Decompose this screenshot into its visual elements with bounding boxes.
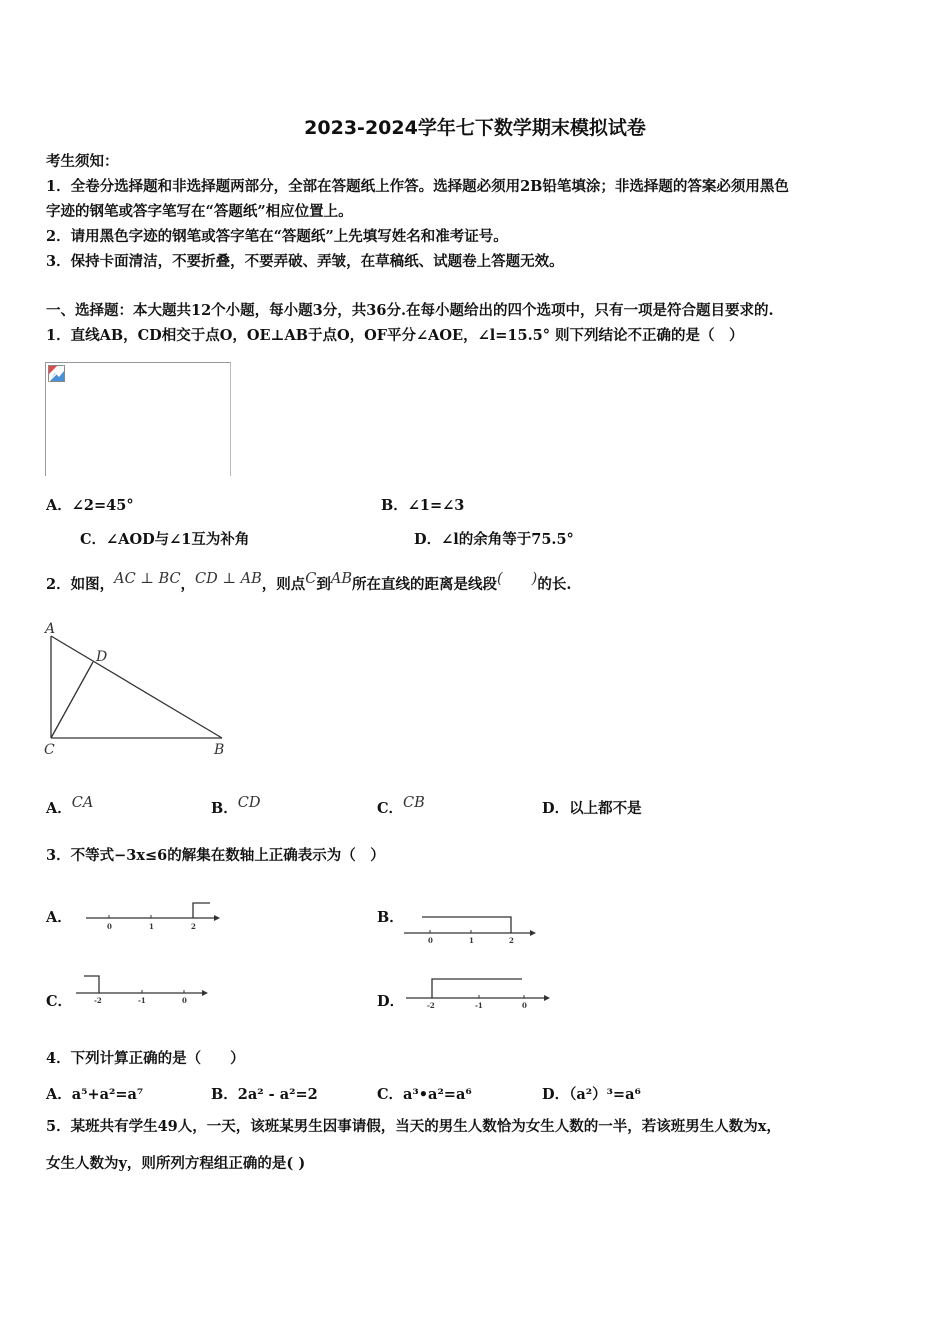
q2-formula-ab: AB xyxy=(330,571,352,587)
q4-option-d: D．（a²）³=a⁶ xyxy=(542,1086,641,1103)
q1-option-c: C．∠AOD与∠1互为补角 xyxy=(80,531,250,548)
notice-heading: 考生须知： xyxy=(46,153,119,170)
q4-option-c: C．a³•a²=a⁶ xyxy=(377,1086,472,1103)
q2-stem-text-1: 2．如图， xyxy=(46,576,115,593)
q2-stem-text-2: ，则点 xyxy=(261,576,306,593)
q3-option-b-label: B． xyxy=(377,909,404,926)
q5-stem-line-2: 女生人数为y，则所列方程组正确的是( ) xyxy=(46,1155,306,1172)
q2-option-b xyxy=(211,797,261,818)
q1-option-a: A．∠2=45° xyxy=(46,497,134,514)
q2-option-c-value: CB xyxy=(403,795,425,811)
tick-label: -1 xyxy=(475,1001,483,1010)
q2-stem-text-4: 所在直线的距离是线段 xyxy=(352,576,497,593)
tick-label: 0 xyxy=(428,936,433,945)
q3-option-c-label: C． xyxy=(46,993,73,1010)
q2-option-b-value: CD xyxy=(237,795,261,811)
vertex-label-a: A xyxy=(45,621,56,637)
q4-option-b: B．2a² - a²=2 xyxy=(211,1086,318,1103)
tick-label: 2 xyxy=(509,936,514,945)
page-title: 2023-2024学年七下数学期末模拟试卷 xyxy=(304,117,646,139)
tick-label: 0 xyxy=(522,1001,527,1010)
q2-option-a-label: A． xyxy=(46,800,72,817)
q1-option-d: D．∠l的余角等于75.5° xyxy=(414,531,574,548)
q2-option-a-value: CA xyxy=(71,795,94,811)
q2-option-c-label: C． xyxy=(377,800,404,817)
q5-stem-line-1: 5．某班共有学生49人，一天，该班某男生因事请假，当天的男生人数恰为女生人数的一半，若该班男生人数为x， xyxy=(46,1118,781,1135)
q3-number-line-b xyxy=(402,906,542,946)
tick-label: 1 xyxy=(469,936,474,945)
q2-triangle-figure xyxy=(40,618,240,763)
q3-option-d-label: D． xyxy=(377,993,405,1010)
tick-label: 2 xyxy=(191,922,196,931)
notice-item-2: 2．请用黑色字迹的钢笔或答字笔在“答题纸”上先填写姓名和准考证号。 xyxy=(46,228,508,245)
tick-label: 1 xyxy=(149,922,154,931)
q3-number-line-c xyxy=(72,968,212,1008)
tick-label: -1 xyxy=(138,996,146,1005)
q3-option-a-label: A． xyxy=(46,909,72,926)
broken-image-icon xyxy=(48,365,65,382)
vertex-label-b: B xyxy=(214,742,225,758)
q2-formula-blank: ( ) xyxy=(497,571,538,587)
notice-item-1-cont: 字迹的钢笔或答字笔写在“答题纸”相应位置上。 xyxy=(46,203,353,220)
q3-stem: 3．不等式−3x≤6的解集在数轴上正确表示为（ ） xyxy=(46,847,385,864)
q2-option-c xyxy=(377,797,425,818)
q2-formula-ac-perp-bc: AC ⊥ BC xyxy=(114,571,181,587)
segment-ab xyxy=(51,636,222,738)
q2-formula-c: C xyxy=(305,571,317,587)
q2-option-d: D．以上都不是 xyxy=(542,800,642,817)
vertex-label-c: C xyxy=(44,742,55,758)
q4-option-a: A．a⁵+a²=a⁷ xyxy=(46,1086,144,1103)
section-heading: 一、选择题：本大题共12个小题，每小题3分，共36分.在每小题给出的四个选项中，只有一项是符合题目要求的. xyxy=(46,302,774,319)
q2-option-a xyxy=(46,797,93,818)
tick-label: -2 xyxy=(427,1001,435,1010)
q1-stem: 1．直线AB，CD相交于点O，OE⊥AB于点O，OF平分∠AOE，∠l=15.5° 则下列结论不正确的是（ ） xyxy=(46,327,744,344)
q2-stem xyxy=(46,571,572,595)
notice-item-1: 1．全卷分选择题和非选择题两部分，全部在答题纸上作答。选择题必须用2B铅笔填涂；非选择题的答案必须用黑色 xyxy=(46,178,789,195)
tick-label: 0 xyxy=(107,922,112,931)
notice-item-3: 3．保持卡面清洁，不要折叠，不要弄破、弄皱，在草稿纸、试题卷上答题无效。 xyxy=(46,253,564,270)
q1-figure-broken-image xyxy=(45,362,231,476)
q2-stem-text-3: 到 xyxy=(316,576,331,593)
segment-cd xyxy=(51,662,93,738)
vertex-label-d: D xyxy=(96,649,108,665)
q2-stem-text-5: 的长. xyxy=(537,576,572,593)
tick-label: -2 xyxy=(94,996,102,1005)
tick-label: 0 xyxy=(182,996,187,1005)
q2-stem-comma: ， xyxy=(180,576,196,593)
q3-number-line-d xyxy=(404,970,560,1012)
q1-option-b: B．∠1=∠3 xyxy=(381,497,465,514)
q2-option-b-label: B． xyxy=(211,800,238,817)
q2-formula-cd-perp-ab: CD ⊥ AB xyxy=(195,571,262,587)
q3-number-line-a xyxy=(82,896,222,936)
q4-stem: 4．下列计算正确的是（ ） xyxy=(46,1050,245,1067)
